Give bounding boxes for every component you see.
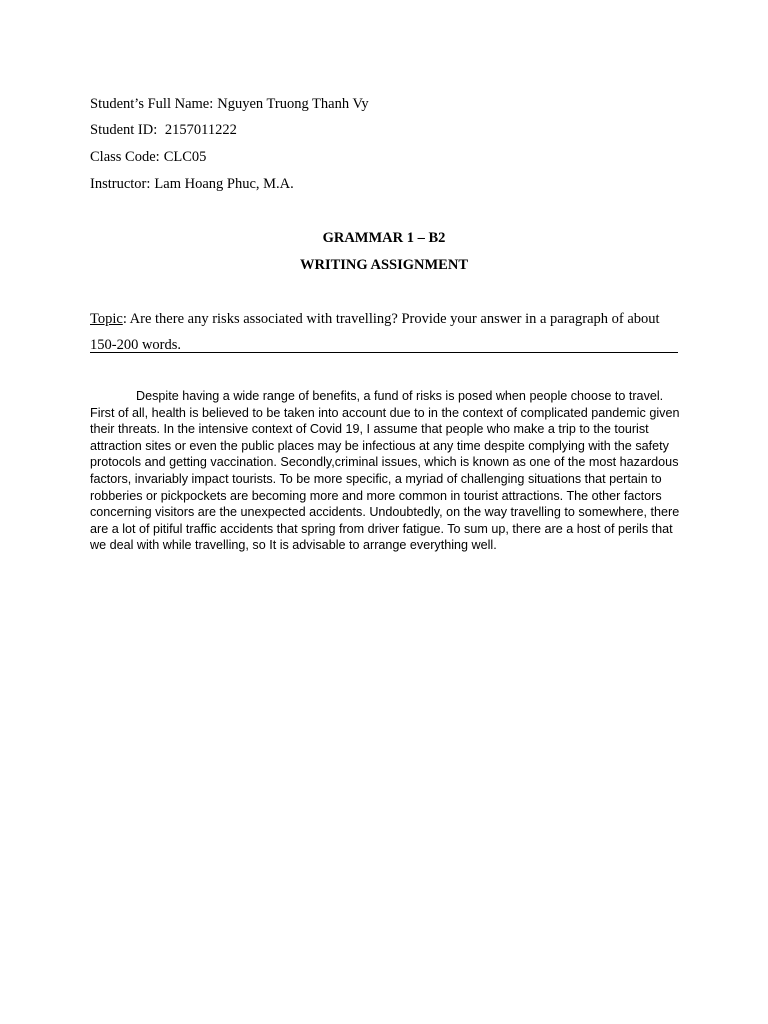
topic-divider	[90, 352, 678, 353]
student-id-line	[90, 121, 237, 139]
course-heading: GRAMMAR 1 – B2	[322, 230, 446, 246]
essay-paragraph: Despite having a wide range of benefits, a fund of risks is posed when people choose to travel. First of all, health is believed to be taken into account due to in the context of complicated pandemic given their threats. In the intensive context of Covid 19, I assume that people who make a trip to the tourist attraction sites or even the public places may be infectious at any time despite complying with the safety protocols and getting vaccination. Secondly,criminal issues, which is known as one of the most hazardous factors, invariably impact tourists. To be more specific, a myriad of challenging situations that pertain to robberies or pickpockets are becoming more and more common in tourist attractions. The other factors concerning visitors are the unexpected accidents. Undoubtedly, on the way travelling to somewhere, there are a lot of pitiful traffic accidents that spring from driver fatigue. To sum up, there are a host of perils that we deal with while travelling, so It is advisable to arrange everything well.	[90, 389, 680, 553]
student-id-value: 2157011222	[164, 122, 237, 138]
student-name-value: Nguyen Truong Thanh Vy	[217, 96, 369, 112]
assignment-heading: WRITING ASSIGNMENT	[300, 257, 468, 273]
student-name-label: Student’s Full Name:	[90, 96, 214, 112]
class-code-label: Class Code:	[90, 149, 160, 165]
student-id-label: Student ID:	[90, 122, 158, 138]
topic-block	[90, 306, 680, 358]
class-code-value: CLC05	[163, 149, 207, 165]
class-code-line	[90, 148, 206, 166]
topic-text: : Are there any risks associated with travelling? Provide your answer in a paragraph of about 150-200 words.	[90, 311, 660, 353]
instructor-label: Instructor:	[90, 176, 151, 192]
student-name-line	[90, 95, 369, 113]
topic-label: Topic	[90, 311, 123, 327]
instructor-line	[90, 175, 294, 193]
instructor-value: Lam Hoang Phuc, M.A.	[154, 176, 294, 192]
